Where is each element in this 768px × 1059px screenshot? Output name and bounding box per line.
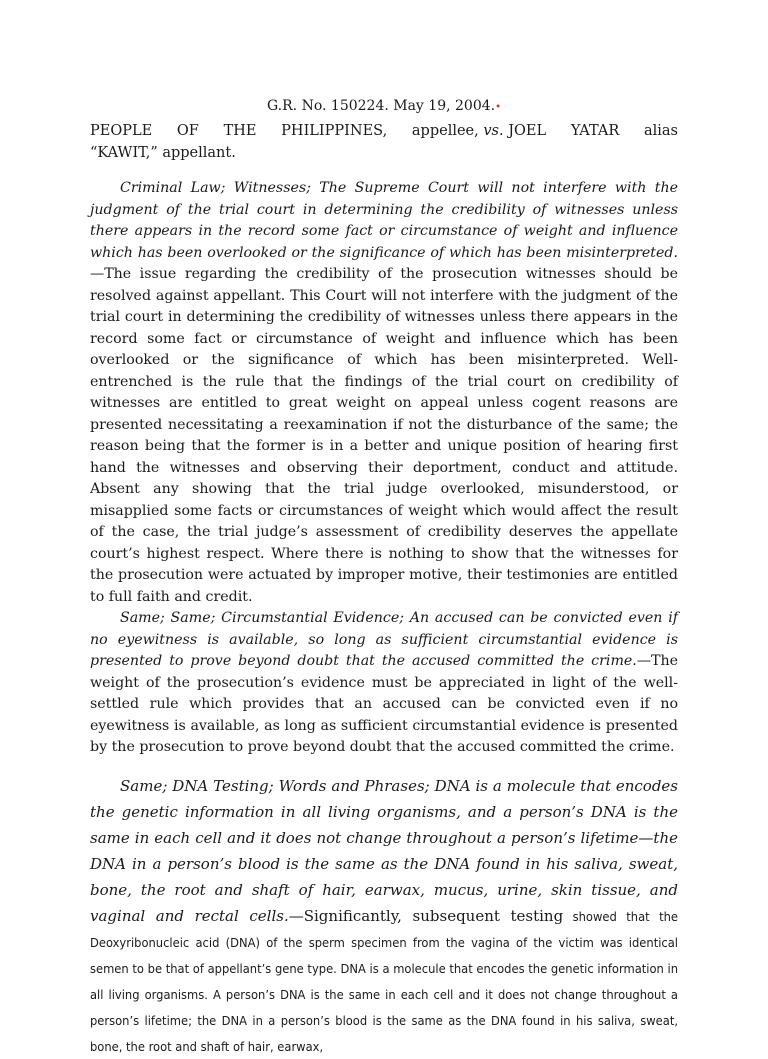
syllabus-1-body: —The issue regarding the credibility of the prosecution witnesses should be resolved against appellant. This Court will not interfere with the judgment of the trial court in determining the credibility of witnesses unless there appears in the record some fact or circumstance of weight and influence which has been overlooked or the significance of which has been misinterpreted. Well-entrenched is the rule that the findings of the trial court on credibility of witnesses are entitled to great weight on appeal unless cogent reasons are presented necessitating a reexamination if not the disturbance of the same; the reason being that the former is in a better and unique position of hearing first hand the witnesses and observing their deportment, conduct and attitude. Absent any showing that the trial judge overlooked, misunderstood, or misapplied some facts or circumstances of weight which would affect the result of the case, the trial judge’s assessment of credibility deserves the appellate court’s highest respect. Where there is nothing to show that the witnesses for the prosecution were actuated by improper motive, their testimonies are entitled to full faith and credit. bbox=[90, 266, 678, 605]
party-role-appellee: appellee, vs. JOEL bbox=[411, 123, 547, 139]
case-number bbox=[90, 96, 678, 118]
syllabus-3-body-tail: showed that the Deoxyribonucleic acid (DNA) of the sperm specimen from the vagina of the victim was identical semen to be that of appellant’s gene type. DNA is a molecule that encodes the genetic information in all living organisms. A person’s DNA is the same in each cell and it does not change throughout a person’s lifetime; the DNA in a person’s blood is the same as the DNA found in his saliva, sweat, bone, the root and shaft of hair, earwax, bbox=[90, 909, 678, 1055]
parties-line-2: “KAWIT,” appellant. bbox=[90, 145, 236, 161]
syllabus-paragraph-3 bbox=[90, 773, 678, 1059]
syllabus-3-headnote: Same; DNA Testing; Words and Phrases; DNA is a molecule that encodes the genetic information in all living organisms, and a person’s DNA is the same in each cell and it does not change throughout a person’s lifetime—the DNA in a person’s blood is the same as the DNA found in his saliva, sweat, bone, the root and shaft of hair, earwax, mucus, urine, skin tissue, and vaginal and rectal cells. bbox=[90, 776, 678, 925]
syllabus-1-headnote: Criminal Law; Witnesses; The Supreme Court will not interfere with the judgment of the trial court in determining the credibility of witnesses unless there appears in the record some fact or circumstance of weight and influence which has been overlooked or the significance of which has been misinterpreted. bbox=[90, 180, 678, 261]
syllabus-3-body-lead: —Significantly, subsequent testing bbox=[288, 906, 564, 925]
case-number-text: G.R. No. 150224. May 19, 2004. bbox=[267, 98, 496, 114]
party-word-joel: JOEL bbox=[508, 123, 547, 139]
party-word-philippines: PHILIPPINES, bbox=[281, 123, 388, 139]
syllabus-paragraph-2 bbox=[90, 608, 678, 759]
case-parties bbox=[90, 120, 678, 164]
syllabus-paragraph-1 bbox=[90, 178, 678, 608]
party-word-of: OF bbox=[176, 123, 199, 139]
party-word-yatar: YATAR bbox=[570, 123, 620, 139]
party-word-people: PEOPLE bbox=[90, 123, 153, 139]
syllabus-2-headnote: Same; Same; Circumstantial Evidence; An accused can be convicted even if no eyewitness is available, so long as sufficient circumstantial evidence is presented to prove beyond doubt that the accused committed the crime. bbox=[90, 610, 678, 669]
parties-line-1 bbox=[90, 120, 678, 142]
footnote-marker: • bbox=[495, 102, 501, 113]
party-word-alias: alias bbox=[643, 123, 678, 139]
versus-abbrev: vs. bbox=[483, 123, 504, 139]
syllabus-2-body: —The weight of the prosecution’s evidence must be appreciated in light of the well-settled rule which provides that an accused can be convicted even if no eyewitness is available, as long as sufficient circumstantial evidence is presented by the prosecution to prove beyond doubt that the accused committed the crime. bbox=[90, 653, 678, 755]
document-page bbox=[90, 96, 678, 1059]
party-word-the: THE bbox=[223, 123, 257, 139]
